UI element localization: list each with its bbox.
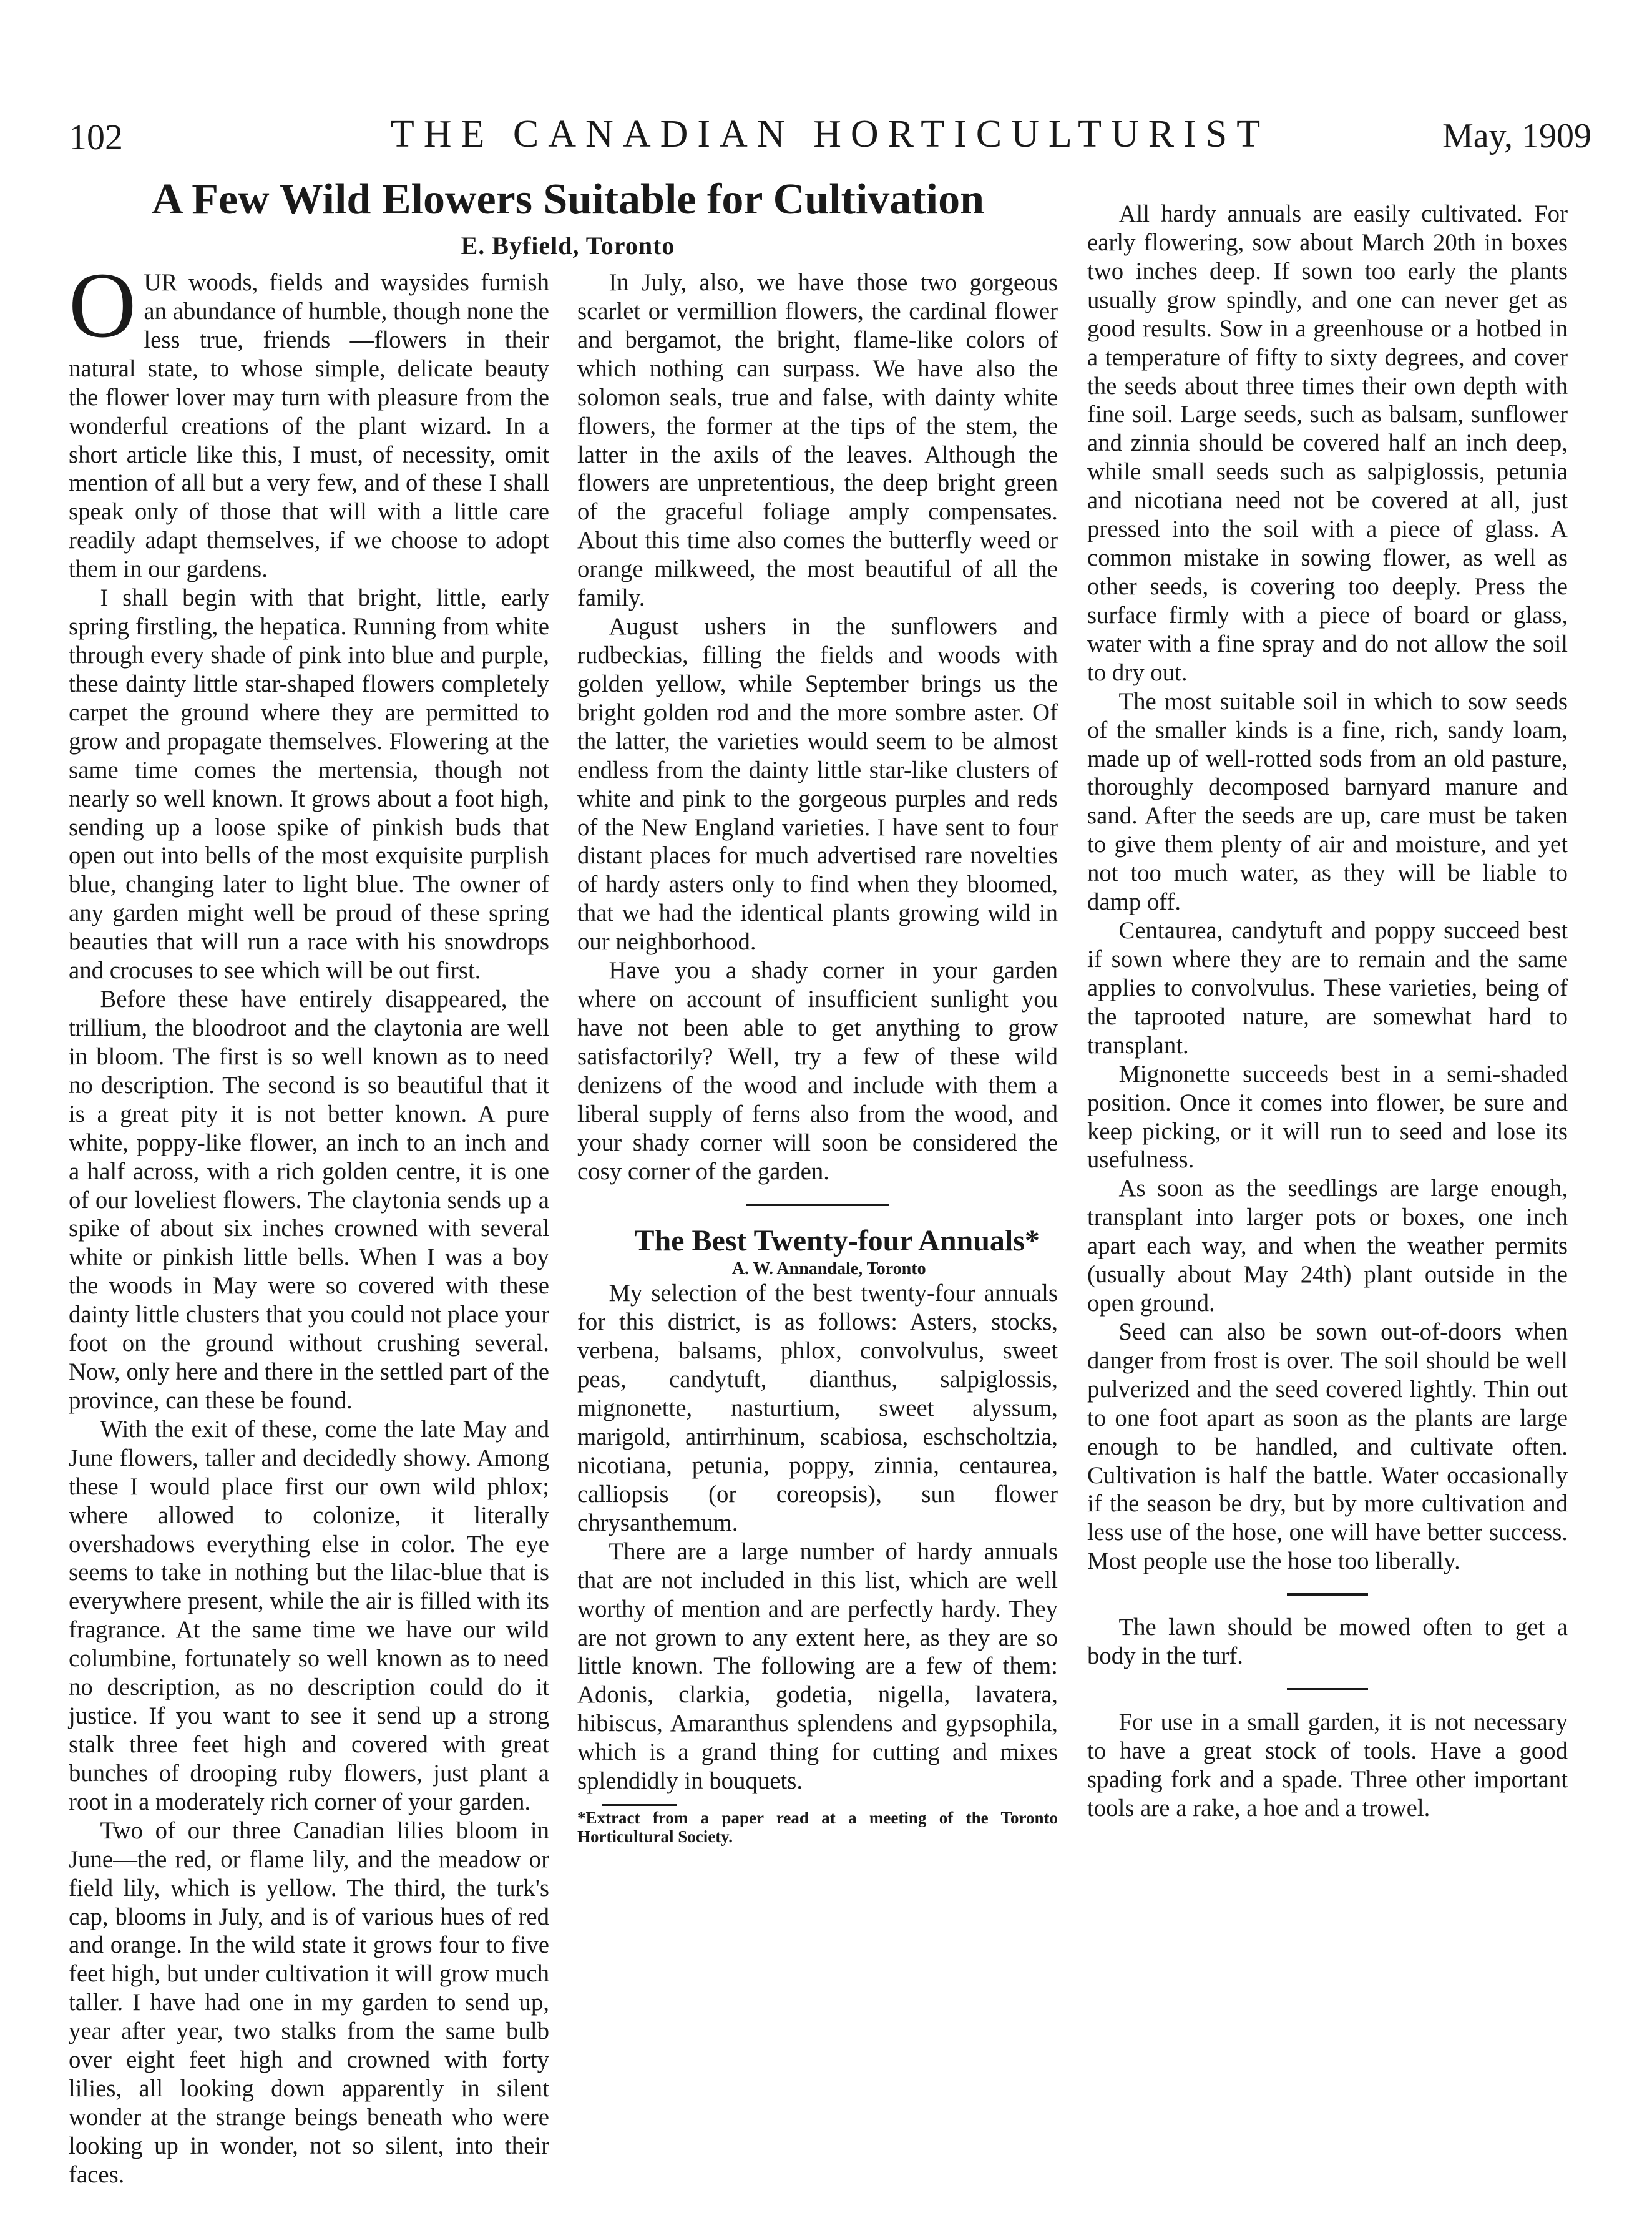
annuals-paragraph: My selection of the best twenty-four annuals for this district, is as follows: Asters, stocks, verbena, balsams, phlox, convolvulus, sweet peas, candytuft, dianthus, salpiglossis, mignonette, nasturtium, sweet alyssum, marigold, antirrhinum, scabiosa, eschscholtzia, nicotiana, petunia, poppy, zinnia, centaurea, calliopsis (or coreopsis), sun flower chrysanthemum.: [577, 1280, 1058, 1536]
footnote-divider: [602, 1804, 677, 1806]
annuals-paragraph: Mignonette succeeds best in a semi-shaded position. Once it comes into flower, be sure and keep picking, or it will run to seed and lose its usefulness.: [1087, 1060, 1568, 1174]
page-number: 102: [69, 117, 123, 157]
annuals-paragraph: The most suitable soil in which to sow seeds of the smaller kinds is a fine, rich, sandy loam, made up of well-rotted sods from an old pasture, thoroughly decomposed barnyard manure and sand. After the seeds are up, care must be taken to give them plenty of air and moisture, and yet not too much water, as they will be liable to damp off.: [1087, 687, 1568, 916]
annuals-paragraph: Centaurea, candytuft and poppy succeed best if sown where they are to remain and the same applies to convolvulus. These varieties, being of the taprooted nature, are somewhat hard to transplant.: [1087, 917, 1568, 1059]
issue-date: May, 1909: [1442, 117, 1591, 155]
annuals-paragraph: All hardy annuals are easily cultivated. For early flowering, sow about March 20th in boxes two inches deep. If sown too early the plants usually grow spindly, and one can never get as good results. Sow in a greenhouse or a hotbed in a temperature of fifty to sixty degrees, and cover the seeds about three times their own depth with fine soil. Large seeds, such as balsam, sunflower and zinnia should be covered half an inch deep, while small seeds such as salpiglossis, petunia and nicotiana need not be covered at all, just pressed into the soil with a piece of glass. A common mistake in sowing flower, as well as other seeds, is covering too deeply. Press the surface firmly with a piece of board or glass, water with a fine spray and do not allow the soil to dry out.: [1087, 200, 1568, 686]
drop-cap: O: [69, 253, 137, 357]
journal-title: THE CANADIAN HORTICULTURIST: [390, 113, 1270, 155]
article-paragraph: I shall begin with that bright, little, early spring firstling, the hepatica. Running from white through every shade of pink into blue and purple, these dainty little star-shaped flowers completely carpet the ground where they are permitted to grow and propagate themselves. Flowering at the same time comes the mertensia, though not nearly so well known. It grows about a foot high, sending up a loose spike of pinkish buds that open out into bells of the most exquisite purplish blue, changing later to light blue. The owner of any garden might well be proud of these spring beauties that will run a race with his snowdrops and crocuses to see which will be out first.: [69, 584, 549, 984]
article-paragraph: Two of our three Canadian lilies bloom in June—the red, or flame lily, and the meadow or field lily, which is yellow. The third, the turk's cap, blooms in July, and is of various hues of red and orange. In the wild state it grows four to five feet high, but under cultivation it will grow much taller. I have had one in my garden to send up, year after year, two stalks from the same bulb over eight feet high and crowned with forty lilies, all looking down apparently in silent wonder at the strange beings beneath who were looking up in wonder, not so silent, into their faces.: [69, 1817, 549, 2188]
annuals-paragraph: There are a large number of hardy annuals that are not included in this list, which are well worthy of mention and are perfectly hardy. They are not grown to any extent here, as they are so little known. The following are a few of them: Adonis, clarkia, godetia, nigella, lavatera, hibiscus, Amaranthus splendens and gypsophila, which is a grand thing for cutting and mixes splendidly in bouquets.: [577, 1538, 1058, 1795]
annuals-author: A. W. Annandale, Toronto: [731, 1259, 926, 1279]
section-divider: [1287, 1593, 1368, 1596]
annuals-paragraph: Seed can also be sown out-of-doors when danger from frost is over. The soil should be well pulverized and the seed covered lightly. Thin out to one foot apart as soon as the plants are large enough to be handled, and cultivate often. Cultivation is half the battle. Water occasionally if the season be dry, but by more cultivation and less use of the hose, one will have better success. Most people use the hose too liberally.: [1087, 1318, 1568, 1575]
article-paragraph: Have you a shady corner in your garden where on account of insufficient sunlight you have not been able to get anything to grow satisfactorily? Well, try a few of these wild denizens of the wood and include with them a liberal supply of ferns also from the wood, and your shady corner will soon be considered the cosy corner of the garden.: [577, 957, 1058, 1185]
article-paragraph: Before these have entirely disappeared, the trillium, the bloodroot and the claytonia are well in bloom. The first is so well known as to need no description. The second is so beautiful that it is a great pity it is not better known. A pure white, poppy-like flower, an inch to an inch and a half across, with a rich golden centre, it is one of our loveliest flowers. The claytonia sends up a spike of about six inches crowned with several white or pinkish little bells. When I was a boy the woods in May were so covered with these dainty little clusters that you could not place your foot on the ground without crushing several. Now, only here and there in the settled part of the province, can these be found.: [69, 986, 549, 1414]
section-divider: [1287, 1688, 1368, 1690]
tools-note: For use in a small garden, it is not necessary to have a great stock of tools. Have a good spading fork and a spade. Three other important tools are a rake, a hoe and a trowel.: [1087, 1709, 1568, 1822]
article-author: E. Byfield, Toronto: [461, 232, 675, 260]
footnote: *Extract from a paper read at a meeting of the Toronto Horticultural Society.: [577, 1808, 1058, 1847]
lawn-note: The lawn should be mowed often to get a body in the turf.: [1087, 1614, 1568, 1670]
annuals-title: The Best Twenty-four Annuals*: [634, 1224, 1040, 1257]
column-1: [69, 253, 549, 2189]
article-paragraph: In July, also, we have those two gorgeous scarlet or vermillion flowers, the cardinal flower and bergamot, the bright, flame-like colors of which nothing can surpass. We have also the solomon seals, true and false, with dainty white flowers, the former at the tips of the stem, the latter in the axils of the leaves. Although the flowers are unpretentious, the deep bright green of the graceful foliage amply compensates. About this time also comes the butterfly weed or orange milkweed, the most beautiful of all the family.: [577, 269, 1058, 612]
section-divider: [746, 1204, 889, 1206]
page-header: [69, 112, 1591, 162]
column-2: [577, 268, 1058, 1847]
article-paragraph: With the exit of these, come the late May and June flowers, taller and decidedly showy. Among these I would place first our own wild phlox; where allowed to colonize, it literally overshadows everything else in color. The eye seems to take in nothing but the lilac-blue that is everywhere present, while the air is filled with its fragrance. At the same time we have our wild columbine, fortunately so well known as to need no description, as no description could do it justice. If you want to see it send up a strong stalk three feet high and covered with great bunches of drooping ruby flowers, just plant a root in a moderately rich corner of your garden.: [69, 1415, 549, 1815]
article-paragraph: August ushers in the sunflowers and rudbeckias, filling the fields and woods with golden yellow, while September brings us the bright golden rod and the more sombre aster. Of the latter, the varieties would seem to be almost endless from the dainty little star-like clusters of white and pink to the gorgeous purples and reds of the New England varieties. I have sent to four distant places for much advertised rare novelties of hardy asters only to find when they bloomed, that we had the identical plants growing wild in our neighborhood.: [577, 613, 1058, 956]
column-3: [1087, 200, 1568, 1823]
article-paragraph: OUR woods, fields and waysides furnish an abundance of humble, though none the less true, friends —flowers in their natural state, to whose simple, delicate beauty the flower lover may turn with pleasure from the wonderful creations of the plant wizard. In a short article like this, I must, of necessity, omit mention of all but a very few, and of these I shall speak only of those that will with a little care readily adapt themselves, if we choose to adopt them in our gardens.: [69, 253, 549, 583]
article-title: A Few Wild Elowers Suitable for Cultivation: [152, 175, 984, 223]
annuals-paragraph: As soon as the seedlings are large enough, transplant into larger pots or boxes, one inch apart each way, and when the weather permits (usually about May 24th) plant outside in the open ground.: [1087, 1175, 1568, 1317]
